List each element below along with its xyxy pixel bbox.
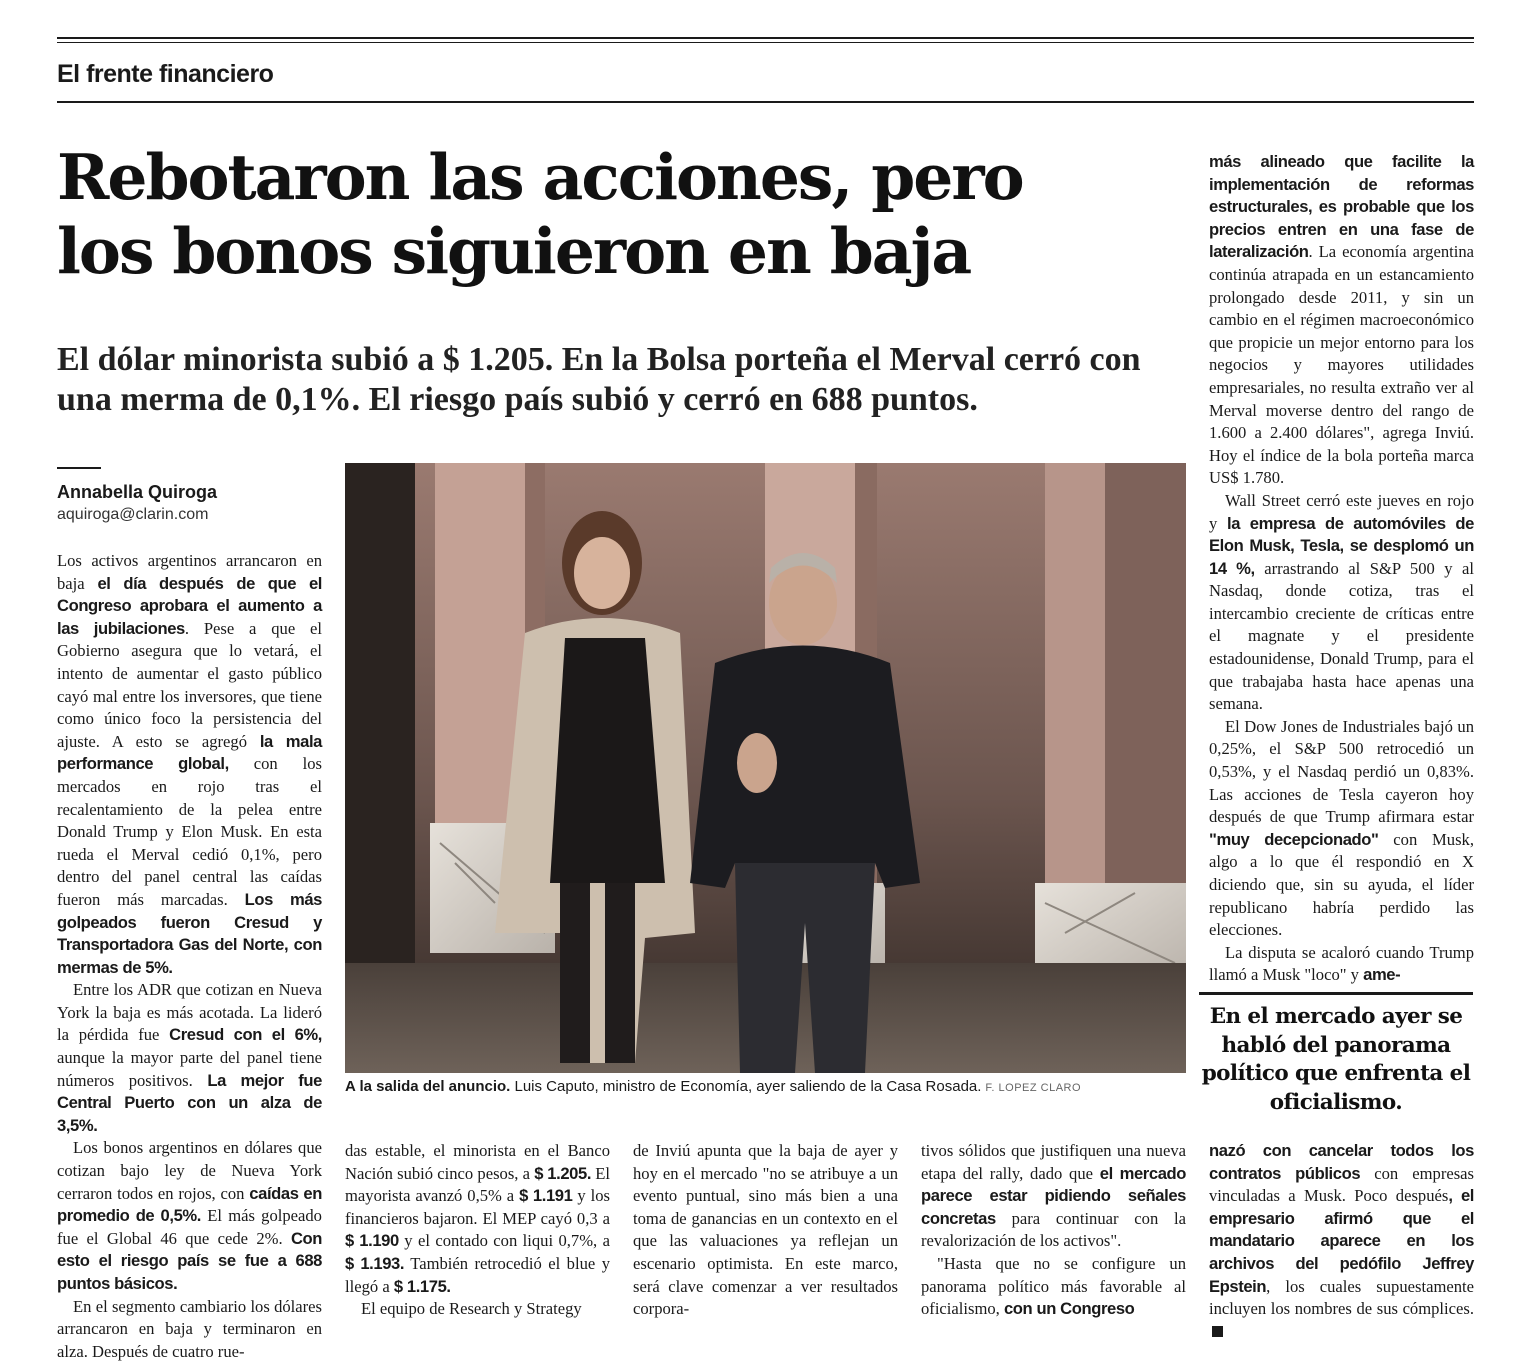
top-rule-thin xyxy=(57,42,1474,43)
byline-rule xyxy=(57,467,101,469)
paragraph: "Hasta que no se configure un panorama político más favorable al oficialismo, con un Congreso xyxy=(921,1253,1186,1319)
end-of-article-mark xyxy=(1212,1326,1223,1337)
pullquote-rule xyxy=(1199,992,1473,995)
pullquote-line-4: oficialismo. xyxy=(1269,1089,1403,1115)
pull-quote xyxy=(1199,1003,1473,1117)
paragraph: das estable, el minorista en el Banco Nación subió cinco pesos, a $ 1.205. El mayorista avanzó 0,5% a $ 1.191 y los financieros bajaron. El MEP cayó 0,3 a $ 1.190 y el contado con liqui 0,7%, a $ 1.193. También retrocedió el blue y llegó a $ 1.175. xyxy=(345,1141,610,1296)
headline xyxy=(57,140,1157,288)
paragraph: Wall Street cerró este jueves en rojo y la empresa de automóviles de Elon Musk, Tesla, se desplomó un 14 %, arrastrando al S&P 500 y al Nasdaq, donde cotiza, tras el intercambio creciente de críticas entre el magnate y el presidente estadounidense, Donald Trump, para el que trabajaba hasta hace apenas una semana. xyxy=(1209,490,1474,714)
photo-caputo-casa-rosada xyxy=(345,463,1186,1073)
article-column-5 xyxy=(1209,151,1474,987)
paragraph: En el segmento cambiario los dólares arrancaron en baja y terminaron en alza. Después de cuatro rue- xyxy=(57,1296,322,1361)
paragraph: Los activos argentinos arrancaron en baja el día después de que el Congreso aprobara el aumento a las jubilaciones. Pese a que el Gobierno asegura que lo vetará, el intento de aumentar el gasto público cayó mal entre los inversores, que tiene como único foco la persistencia del ajuste. A esto se agregó la mala performance global, con los mercados en rojo tras el recalentamiento de la pelea entre Donald Trump y Elon Musk. En esta rueda el Merval cedió 0,1%, pero dentro del panel central las caídas fueron más marcadas. Los más golpeados fueron Cresud y Transportadora Gas del Norte, con mermas de 5%. xyxy=(57,551,323,977)
photo-illustration xyxy=(345,463,1186,1073)
article-column-3 xyxy=(633,1140,898,1321)
author-name: Annabella Quiroga xyxy=(57,482,218,502)
section-rule xyxy=(57,101,1474,103)
pullquote-line-2: habló del panorama xyxy=(1221,1032,1451,1058)
paragraph: El equipo de Research y Strategy xyxy=(361,1299,582,1319)
pullquote-line-1: En el mercado ayer se xyxy=(1209,1004,1463,1029)
paragraph: Los bonos argentinos en dólares que cotizan bajo ley de Nueva York cerraron todos en rojos, con caídas en promedio de 0,5%. El más golpeado fue el Global 46 que cede 2%. Con esto el riesgo país se fue a 688 puntos básicos. xyxy=(57,1138,322,1293)
paragraph: nazó con cancelar todos los contratos públicos con empresas vinculadas a Musk. Poco después, el empresario afirmó que el mandatario aparece en los archivos del pedófilo Jeffrey Epstein, los cuales supuestamente incluyen los nombres de sus cómplices. xyxy=(1209,1140,1474,1343)
top-rule-thick xyxy=(57,37,1474,39)
article-column-2 xyxy=(345,1140,610,1321)
caption-lead: A la salida del anuncio. xyxy=(345,1078,511,1095)
article-column-6 xyxy=(1209,1140,1474,1343)
author-email[interactable]: aquiroga@clarin.com xyxy=(57,506,209,523)
photo-caption xyxy=(345,1078,1186,1095)
headline-line-1: Rebotaron las acciones, pero xyxy=(57,140,1023,214)
paragraph: de Inviú apunta que la baja de ayer y hoy en el mercado "no se atribuye a un evento puntual, sino más bien a una toma de ganancias en un contexto en el que las valuaciones ya reflejan un escenario optimista. En este marco, será clave comenzar a ver resultados corpora- xyxy=(633,1141,898,1319)
article-column-1 xyxy=(57,550,322,1363)
article-column-4 xyxy=(921,1140,1186,1321)
subheadline xyxy=(57,340,1177,420)
pullquote-line-3: político que enfrenta el xyxy=(1201,1061,1471,1086)
paragraph: El Dow Jones de Industriales bajó un 0,25%, el S&P 500 retrocedió un 0,53%, y el Nasdaq perdió un 0,83%. Las acciones de Tesla cayeron hoy después de que Trump afirmara estar "muy decepcionado" con Musk, algo a lo que él respondió en X diciendo que, sin su ayuda, el líder republicano habría perdido las elecciones. xyxy=(1209,716,1474,940)
caption-text: Luis Caputo, ministro de Economía, ayer saliendo de la Casa Rosada. xyxy=(510,1078,982,1095)
paragraph: más alineado que facilite la implementación de reformas estructurales, es probable que los precios entren en una fase de lateralización. La economía argentina continúa atrapada en un estancamiento prolongado desde 2011, y sin un cambio en el régimen macroeconómico que propicie un mejor entorno para los negocios y mayores utilidades empresariales, no resulta extraño ver al Merval moverse dentro del rango de 1.600 a 2.400 dólares", agrega Inviú. Hoy el índice de la bola porteña marca US$ 1.780. xyxy=(1209,152,1474,488)
paragraph: tivos sólidos que justifiquen una nueva etapa del rally, dado que el mercado parece estar pidiendo señales concretas para continuar con la revalorización de los activos". xyxy=(921,1141,1186,1251)
paragraph: Entre los ADR que cotizan en Nueva York la baja es más acotada. La lideró la pérdida fue Cresud con el 6%, aunque la mayor parte del panel tiene números positivos. La mejor fue Central Puerto con un alza de 3,5%. xyxy=(57,980,322,1135)
photo-credit: F. LOPEZ CLARO xyxy=(985,1082,1082,1094)
section-label: El frente financiero xyxy=(57,60,274,88)
headline-line-2: los bonos siguieron en baja xyxy=(57,214,971,288)
subhead-line-1: El dólar minorista subió a $ 1.205. En la Bolsa porteña el Merval cerró con xyxy=(57,341,1141,378)
subhead-line-2: una merma de 0,1%. El riesgo país subió y cerró en 688 puntos. xyxy=(57,381,978,418)
paragraph: La disputa se acaloró cuando Trump llamó a Musk "loco" y ame- xyxy=(1209,942,1474,985)
